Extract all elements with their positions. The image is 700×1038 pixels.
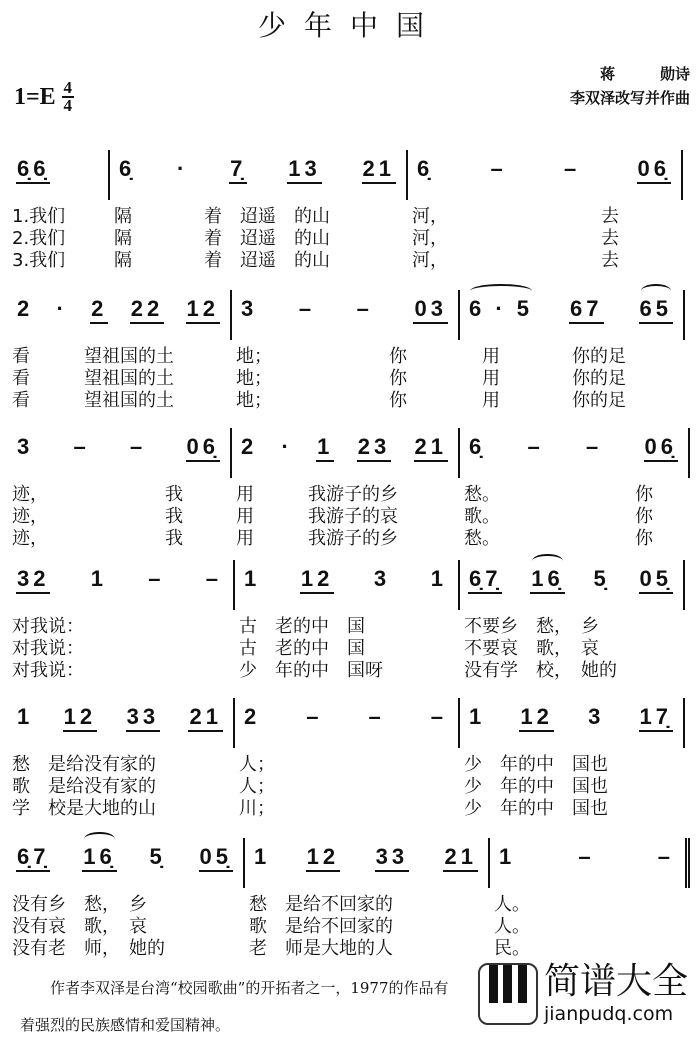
time-bottom: 4	[63, 96, 72, 115]
note: 12	[300, 566, 334, 594]
lyric-verse-1: 少 年的中 国也	[464, 754, 608, 775]
system-4	[8, 560, 693, 681]
lyric-verse-2: 歌 是给不回家的	[249, 916, 393, 937]
lyric-verse-1: 不要乡 愁， 乡	[464, 616, 599, 637]
note: ·	[56, 296, 68, 321]
note: 6̣	[469, 434, 486, 459]
lyrics	[236, 484, 398, 550]
notes-row	[468, 434, 678, 462]
note: 06̣	[644, 434, 678, 462]
lyric-verse-1: 古 老的中 国	[239, 616, 365, 637]
system-5	[8, 698, 693, 819]
lyric-verse-3: 少 年的中 国也	[464, 798, 608, 819]
measure	[245, 838, 490, 959]
lyric-verse-3: 没有老 师， 她的	[12, 938, 165, 959]
note: ·	[177, 156, 189, 181]
lyrics	[412, 206, 619, 272]
lyric-verse-1: 用 你的足	[464, 346, 626, 367]
notes-row	[243, 704, 448, 730]
footnote: 作者李双泽是台湾“校园歌曲”的开拓者之一，1977的作品有着强烈的民族感情和爱国精神。	[20, 979, 449, 1034]
note: 06̣	[186, 434, 220, 462]
note: 3	[241, 296, 258, 321]
note: 23	[357, 434, 391, 462]
lyric-verse-1: 人。	[494, 894, 530, 915]
key-signature	[14, 80, 74, 114]
system-2	[8, 290, 693, 411]
note: 6 · 5	[469, 296, 534, 321]
lyricist-credit: 蒋 勋诗	[599, 65, 690, 83]
lyric-verse-1: 没有乡 愁， 乡	[12, 894, 147, 915]
lyric-verse-3: 川；	[239, 798, 275, 819]
lyric-verse-2: 古 老的中 国	[239, 638, 365, 659]
note: –	[368, 704, 385, 729]
lyric-verse-3: 愁。 你	[464, 528, 653, 549]
lyrics	[464, 484, 653, 550]
note: 13	[287, 156, 321, 184]
note: 67	[569, 296, 603, 324]
watermark-url: jianpudq.com	[544, 1003, 674, 1025]
lyric-verse-3: 少 年的中 国呀	[239, 660, 383, 681]
lyric-verse-1: 看 望祖国的土	[12, 346, 174, 367]
note: 17̣	[639, 704, 673, 732]
system-6	[8, 838, 693, 959]
lyric-verse-1: 愁 是给没有家的	[12, 754, 156, 775]
lyric-verse-2: 不要哀 歌， 哀	[464, 638, 599, 659]
note: 21	[414, 434, 448, 462]
lyric-verse-3: 用 我游子的乡	[236, 528, 398, 549]
notes-row	[253, 844, 478, 872]
lyric-verse-3: 对我说：	[12, 660, 84, 681]
note: 7̣	[229, 156, 247, 184]
lyric-verse-3: 迹， 我	[12, 528, 183, 549]
note: 6̣6̣	[16, 156, 50, 184]
measure	[460, 698, 685, 819]
lyric-verse-3: 地； 你	[236, 390, 407, 411]
note: 33	[126, 704, 160, 732]
measure	[110, 150, 408, 271]
note: 1	[17, 704, 34, 729]
key-label: 1=E	[14, 83, 56, 110]
note: –	[490, 156, 507, 181]
note: 21	[362, 156, 396, 184]
notes-row	[468, 566, 673, 594]
note: 21	[443, 844, 477, 872]
note: 1	[469, 704, 486, 729]
note: 1	[499, 844, 516, 869]
lyric-verse-3: 看 望祖国的土	[12, 390, 174, 411]
lyric-verse-2: 对我说：	[12, 638, 84, 659]
measure	[460, 560, 685, 681]
watermark-name: 简谱大全	[544, 961, 689, 1002]
lyrics	[114, 206, 330, 272]
note: 16̣	[82, 844, 116, 872]
note: 6̣	[119, 156, 136, 181]
lyric-verse-3: 隔 着 迢遥 的山	[114, 250, 330, 271]
note: 3	[17, 434, 34, 459]
lyric-verse-1: 对我说：	[12, 616, 84, 637]
note: 1	[316, 434, 334, 462]
notes-row	[16, 434, 220, 462]
notes-row	[16, 704, 223, 732]
note: 12	[186, 296, 220, 324]
note: ·	[281, 434, 293, 459]
watermark	[478, 962, 688, 1026]
note: 6̣7̣	[16, 844, 50, 872]
lyric-verse-3: 3.我们	[12, 250, 66, 271]
lyric-verse-1: 人；	[239, 754, 275, 775]
lyric-verse-2: 用 你的足	[464, 368, 626, 389]
measure	[8, 290, 232, 411]
note: 32	[16, 566, 50, 594]
note: –	[73, 434, 90, 459]
lyric-verse-2: 看 望祖国的土	[12, 368, 174, 389]
lyrics	[12, 484, 183, 550]
lyric-verse-2: 没有哀 歌， 哀	[12, 916, 147, 937]
lyrics	[239, 754, 275, 820]
lyric-verse-2: 河， 去	[412, 228, 619, 249]
note: 6̣	[417, 156, 434, 181]
note: 05̣	[199, 844, 233, 872]
lyric-verse-3: 用 你的足	[464, 390, 626, 411]
system-3	[8, 428, 693, 549]
note: 3	[588, 704, 605, 729]
notes-row	[118, 156, 396, 184]
notes-row	[498, 844, 675, 870]
measure	[8, 838, 245, 959]
notes-row	[16, 156, 98, 184]
note: 5̣	[593, 566, 610, 591]
lyrics	[464, 754, 608, 820]
note: 12	[63, 704, 97, 732]
lyric-verse-3: 没有学 校， 她的	[464, 660, 617, 681]
lyrics	[464, 346, 626, 412]
notes-row	[240, 296, 448, 324]
measure	[235, 560, 460, 681]
notes-row	[16, 844, 233, 872]
notes-row	[468, 704, 673, 732]
lyric-verse-2: 2.我们	[12, 228, 66, 249]
note: 05̣	[639, 566, 673, 594]
lyric-verse-1: 愁。 你	[464, 484, 653, 505]
lyric-verse-2: 人。	[494, 916, 530, 937]
note: –	[657, 844, 674, 869]
composer-credit: 李双泽改写并作曲	[569, 89, 690, 107]
lyric-verse-2: 歌 是给没有家的	[12, 776, 156, 797]
note: 2	[244, 704, 261, 729]
note: –	[148, 566, 165, 591]
note: 65	[639, 296, 673, 324]
time-top: 4	[63, 78, 72, 97]
notes-row	[240, 434, 448, 462]
measure	[232, 290, 460, 411]
lyrics	[464, 616, 617, 682]
measure	[460, 290, 685, 411]
lyric-verse-2: 隔 着 迢遥 的山	[114, 228, 330, 249]
note: 3	[373, 566, 391, 591]
note: 22	[130, 296, 164, 324]
lyric-verse-1: 隔 着 迢遥 的山	[114, 206, 330, 227]
notes-row	[16, 296, 220, 324]
lyrics	[236, 346, 407, 412]
note: 03	[413, 296, 447, 324]
note: 2	[241, 434, 258, 459]
lyric-verse-1: 迹， 我	[12, 484, 183, 505]
note: 16̣	[530, 566, 564, 594]
lyric-verse-2: 用 我游子的哀	[236, 506, 398, 527]
lyrics	[249, 894, 393, 960]
note: –	[306, 704, 323, 729]
lyric-verse-3: 民。	[494, 938, 530, 959]
note: 33	[375, 844, 409, 872]
measure	[460, 428, 690, 549]
note: 2	[17, 296, 34, 321]
lyrics	[12, 616, 84, 682]
measure	[235, 698, 460, 819]
lyrics	[12, 206, 65, 272]
note: 12	[519, 704, 553, 732]
lyric-verse-1: 1.我们	[12, 206, 66, 227]
note: –	[205, 566, 222, 591]
note: 1	[254, 844, 271, 869]
lyric-verse-1: 河， 去	[412, 206, 619, 227]
note: 2	[90, 296, 108, 324]
measure	[490, 838, 690, 959]
lyrics	[494, 894, 530, 960]
lyric-verse-2: 歌。 你	[464, 506, 653, 527]
lyric-verse-3: 学 校是大地的山	[12, 798, 156, 819]
note: –	[130, 434, 147, 459]
notes-row	[16, 566, 223, 594]
lyrics	[12, 754, 156, 820]
note: 6̣7̣	[468, 566, 502, 594]
note: –	[578, 844, 595, 869]
measure	[8, 428, 232, 549]
system-1	[8, 150, 693, 271]
lyric-verse-1: 用 我游子的乡	[236, 484, 398, 505]
lyrics	[12, 894, 165, 960]
notes-row	[416, 156, 671, 184]
lyric-verse-2: 少 年的中 国也	[464, 776, 608, 797]
notes-row	[243, 566, 448, 594]
note: 06̣	[637, 156, 671, 184]
lyric-verse-3: 老 师是大地的人	[249, 938, 393, 959]
lyric-verse-2: 迹， 我	[12, 506, 183, 527]
credits	[570, 62, 690, 110]
note: –	[527, 434, 544, 459]
lyric-verse-3: 河， 去	[412, 250, 619, 271]
note: 5̣	[149, 844, 166, 869]
note: –	[564, 156, 581, 181]
measure	[8, 560, 235, 681]
notes-row	[468, 296, 673, 324]
note: –	[356, 296, 373, 321]
lyric-verse-2: 人；	[239, 776, 275, 797]
measure	[408, 150, 683, 271]
note: 1	[90, 566, 107, 591]
lyrics	[239, 616, 383, 682]
song-title: 少年中国	[257, 9, 442, 42]
time-signature	[62, 80, 74, 114]
note: 1	[430, 566, 447, 591]
measure	[232, 428, 460, 549]
measure	[8, 150, 110, 271]
note: 1	[244, 566, 261, 591]
lyric-verse-1: 愁 是给不回家的	[249, 894, 393, 915]
lyric-verse-2: 地； 你	[236, 368, 407, 389]
note: –	[430, 704, 447, 729]
lyric-verse-1: 地； 你	[236, 346, 407, 367]
note: –	[298, 296, 316, 321]
measure	[8, 698, 235, 819]
note: –	[586, 434, 603, 459]
note: 21	[188, 704, 222, 732]
note: 12	[306, 844, 340, 872]
lyrics	[12, 346, 174, 412]
piano-logo-icon	[478, 963, 538, 1025]
